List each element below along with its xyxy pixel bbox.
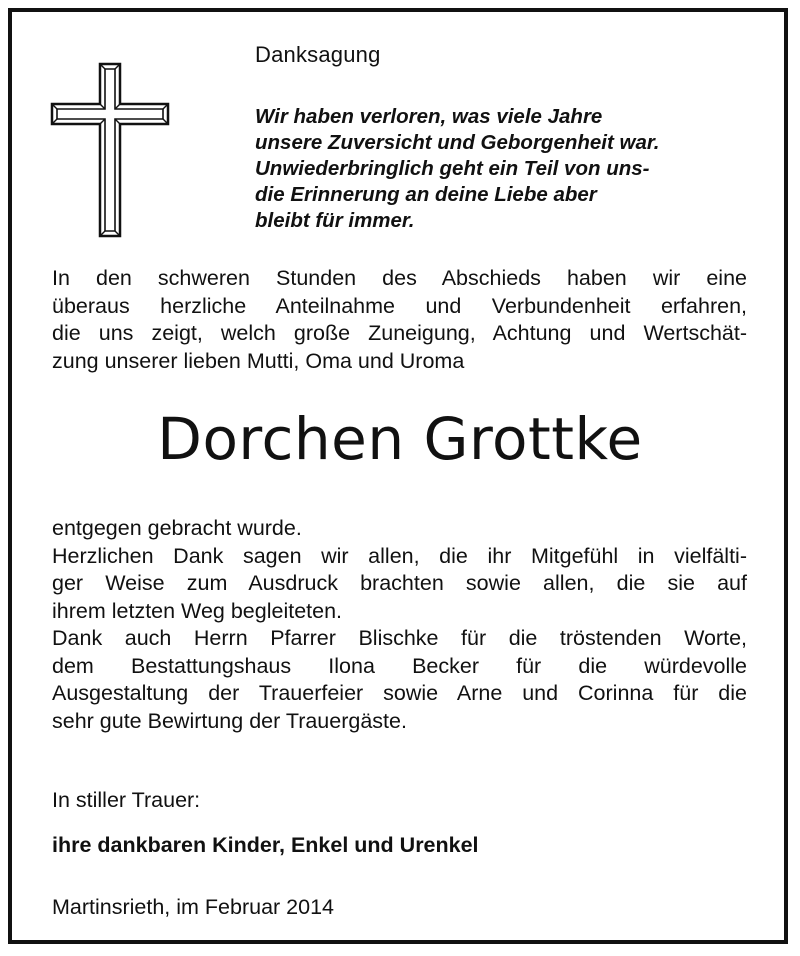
poem-line: Wir haben verloren, was viele Jahre (255, 105, 603, 128)
place-date: Martinsrieth, im Februar 2014 (52, 895, 334, 919)
body-line: Herzlichen Dank sagen wir allen, die ihr Mitgefühl in vielfälti- (52, 543, 747, 568)
cross-icon (50, 62, 170, 238)
notice-heading: Danksagung (255, 42, 381, 67)
thanks-paragraph (52, 515, 747, 735)
deceased-name: Dorchen Grottke (157, 405, 643, 473)
poem-block (255, 104, 715, 234)
intro-line: die uns zeigt, welch große Zuneigung, Achtung und Wertschät- (52, 321, 747, 345)
intro-line: In den schweren Stunden des Abschieds haben wir eine (52, 266, 747, 290)
body-line: sehr gute Bewirtung der Trauergäste. (52, 708, 407, 733)
mourning-label: In stiller Trauer: (52, 788, 201, 812)
poem-line: Unwiederbringlich geht ein Teil von uns- (255, 157, 650, 180)
body-line: dem Bestattungshaus Ilona Becker für die würdevolle (52, 653, 747, 678)
body-line: Ausgestaltung der Trauerfeier sowie Arne und Corinna für die (52, 681, 747, 705)
intro-line: zung unserer lieben Mutti, Oma und Uroma (52, 348, 465, 373)
poem-line: unsere Zuversicht und Geborgenheit war. (255, 131, 660, 154)
signatories: ihre dankbaren Kinder, Enkel und Urenkel (52, 833, 479, 857)
body-line: Dank auch Herrn Pfarrer Blischke für die tröstenden Worte, (52, 626, 747, 650)
poem-line: die Erinnerung an deine Liebe aber (255, 183, 597, 206)
body-line: ger Weise zum Ausdruck brachten sowie allen, die sie auf (52, 571, 747, 595)
intro-paragraph (52, 265, 747, 375)
body-line: ihrem letzten Weg begleiteten. (52, 598, 343, 623)
intro-line: überaus herzliche Anteilnahme und Verbundenheit erfahren, (52, 293, 747, 318)
body-line: entgegen gebracht wurde. (52, 516, 302, 540)
poem-line: bleibt für immer. (255, 209, 415, 232)
